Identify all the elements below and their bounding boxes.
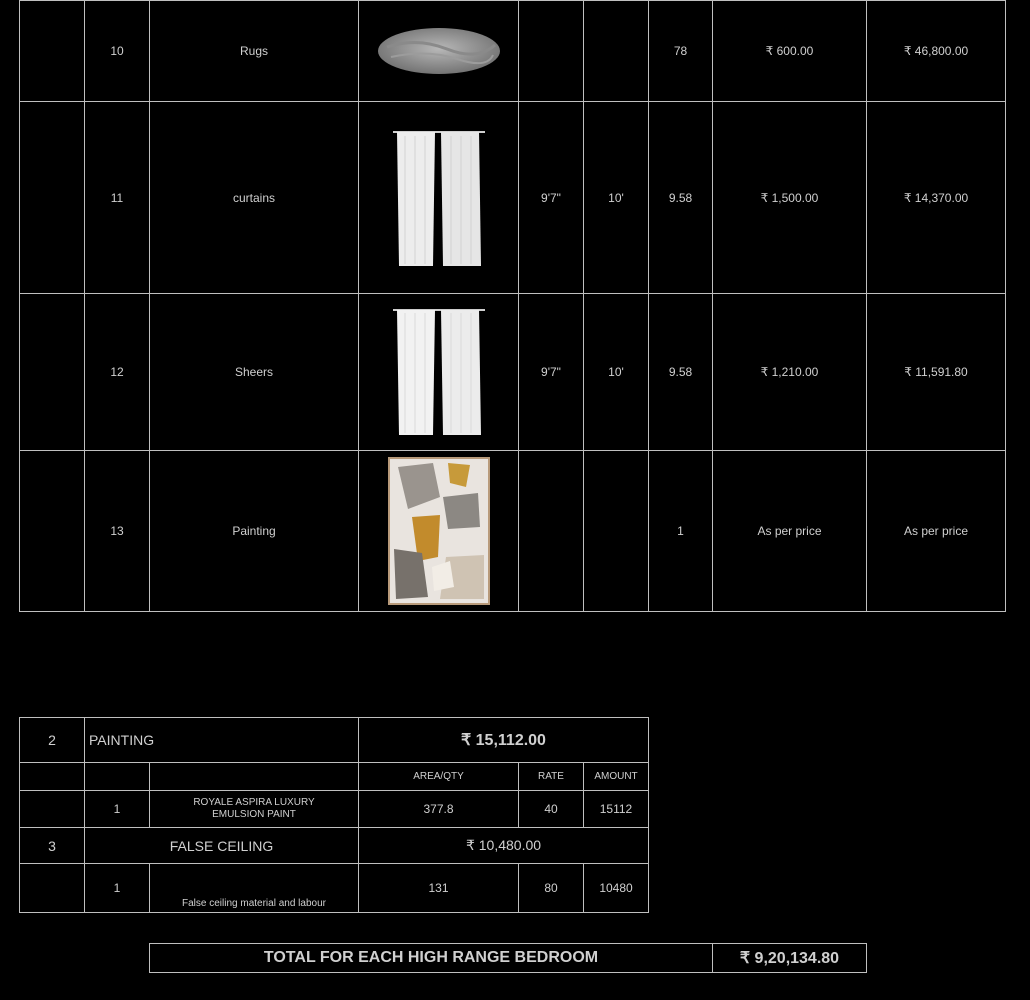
item-height: [583, 450, 649, 612]
item-height: [583, 0, 649, 102]
table-cell: [19, 863, 85, 913]
row-desc: ROYALE ASPIRA LUXURY EMULSION PAINT: [149, 790, 359, 828]
section-index: 3: [19, 827, 85, 864]
table-cell: [84, 762, 150, 791]
item-image-cell: [358, 0, 519, 102]
header-rate: RATE: [518, 762, 584, 791]
section-index: 2: [19, 717, 85, 763]
item-width: 9'7": [518, 293, 584, 451]
row-rate: 40: [518, 790, 584, 828]
row-rate: 80: [518, 863, 584, 913]
rug-icon: [377, 27, 501, 75]
header-area: AREA/QTY: [358, 762, 519, 791]
row-amount: 15112: [583, 790, 649, 828]
table-cell: [19, 0, 85, 102]
section-title: FALSE CEILING: [84, 827, 359, 864]
header-amount: AMOUNT: [583, 762, 649, 791]
grand-total-value: ₹ 9,20,134.80: [712, 943, 867, 973]
item-qty: 1: [648, 450, 713, 612]
item-name: Sheers: [149, 293, 359, 451]
table-cell: [19, 762, 85, 791]
item-sno: 13: [84, 450, 150, 612]
section-title: PAINTING: [84, 717, 359, 763]
item-width: [518, 450, 584, 612]
item-height: 10': [583, 101, 649, 294]
item-image-cell: [358, 450, 519, 612]
item-sno: 12: [84, 293, 150, 451]
section-total: ₹ 15,112.00: [358, 717, 649, 763]
painting-icon: [388, 457, 490, 605]
item-sno: 10: [84, 0, 150, 102]
item-amount: ₹ 11,591.80: [866, 293, 1006, 451]
item-amount: As per price: [866, 450, 1006, 612]
item-qty: 9.58: [648, 293, 713, 451]
row-desc: False ceiling material and labour: [149, 863, 359, 913]
row-sno: 1: [84, 863, 150, 913]
table-cell: [19, 450, 85, 612]
grand-total-label: TOTAL FOR EACH HIGH RANGE BEDROOM: [149, 943, 713, 973]
item-name: Painting: [149, 450, 359, 612]
table-cell: [19, 101, 85, 294]
row-sno: 1: [84, 790, 150, 828]
item-width: [518, 0, 584, 102]
table-cell: [149, 762, 359, 791]
row-area: 377.8: [358, 790, 519, 828]
item-name: Rugs: [149, 0, 359, 102]
sheers-icon: [391, 307, 487, 437]
item-height: 10': [583, 293, 649, 451]
item-sno: 11: [84, 101, 150, 294]
item-rate: ₹ 600.00: [712, 0, 867, 102]
item-qty: 78: [648, 0, 713, 102]
item-rate: ₹ 1,500.00: [712, 101, 867, 294]
curtains-icon: [389, 128, 489, 268]
section-total: ₹ 10,480.00: [358, 827, 649, 864]
table-cell: [19, 790, 85, 828]
item-amount: ₹ 46,800.00: [866, 0, 1006, 102]
item-qty: 9.58: [648, 101, 713, 294]
item-rate: As per price: [712, 450, 867, 612]
item-image-cell: [358, 293, 519, 451]
item-image-cell: [358, 101, 519, 294]
item-rate: ₹ 1,210.00: [712, 293, 867, 451]
row-area: 131: [358, 863, 519, 913]
table-cell: [19, 293, 85, 451]
item-name: curtains: [149, 101, 359, 294]
item-width: 9'7": [518, 101, 584, 294]
item-amount: ₹ 14,370.00: [866, 101, 1006, 294]
row-amount: 10480: [583, 863, 649, 913]
